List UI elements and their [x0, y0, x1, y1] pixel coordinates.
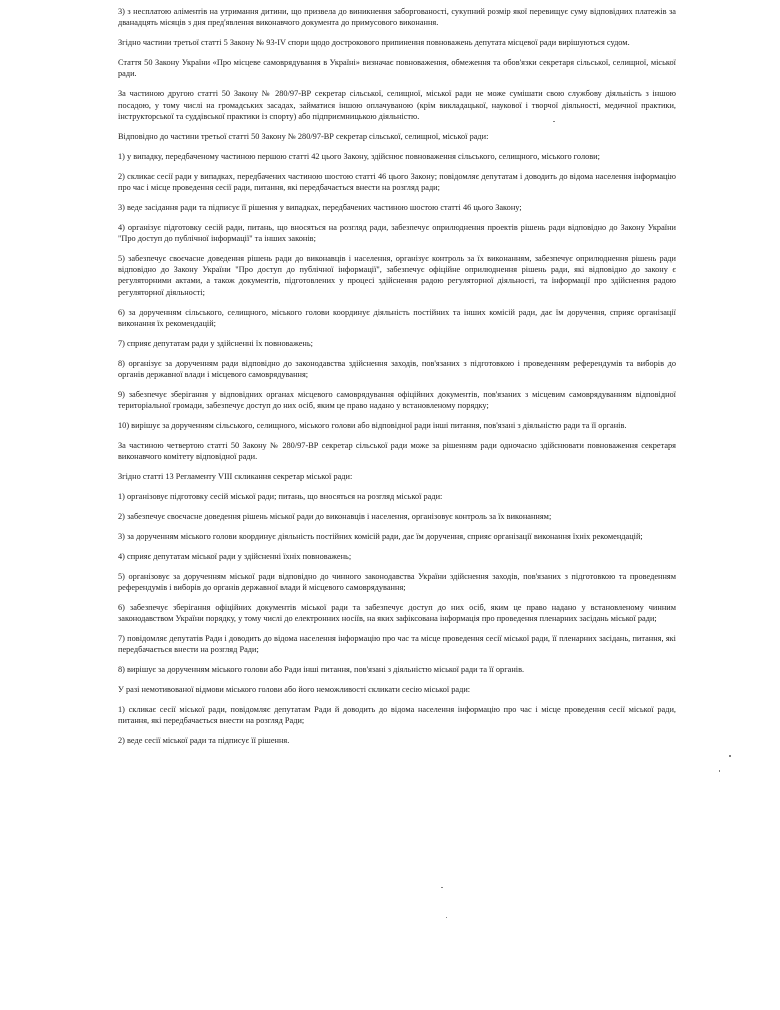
- paragraph-22: 5) організовує за дорученням міської ради відповідно до чинного законодавства України здійснення заходів, пов'язаних з підготовкою та проведенням референдумів і виборів до органів державної влади й місцевого самоврядування;: [118, 571, 676, 592]
- paragraph-26: У разі немотивованої відмови міського голови або його неможливості скликати сесію міської ради:: [118, 685, 471, 695]
- scan-speck: [719, 770, 720, 772]
- paragraph-19: 2) забезпечує своєчасне доведення рішень міської ради до виконавців і населення, організовує контроль за їх виконанням;: [118, 511, 552, 521]
- paragraph-2: Згідно частини третьої статті 5 Закону № 93-IV спори щодо дострокового припинення повноважень депутата місцевої ради вирішуються судом.: [118, 38, 630, 48]
- scan-speck: [441, 887, 443, 888]
- paragraph-7: 2) скликає сесії ради у випадках, передбачених частиною шостою статті 46 цього Закону; повідомляє депутатам і доводить до відома населення інформацію про час і місце проведення сесії ради, питання, які передбачається внести на розгляд ради;: [118, 171, 676, 192]
- paragraph-10: 5) забезпечує своєчасне доведення рішень ради до виконавців і населення, організує контроль за їх виконанням, забезпечує оприлюднення рішень ради відповідно до Закону України "Про доступ до публічної інформації", забезпечує офіційне оприлюднення рішень ради, які відповідно до закону є регуляторними актами, а також документів, підготовлених у процесі здійснення радою регуляторної діяльності, та інформації про здійснення радою регуляторної діяльності;: [118, 253, 676, 297]
- paragraph-16: За частиною четвертою статті 50 Закону № 280/97-ВР секретар сільської ради може за рішенням ради одночасно здійснювати повноваження секретаря виконавчого комітету відповідної ради.: [118, 440, 676, 462]
- paragraph-13: 8) організує за дорученням ради відповідно до законодавства здійснення заходів, пов'язаних з підготовкою і проведенням референдумів та виборів до органів державної влади і місцевого самоврядування;: [118, 358, 676, 379]
- paragraph-18: 1) організовує підготовку сесій міської ради; питань, що вносяться на розгляд міської ради:: [118, 492, 443, 501]
- paragraph-12: 7) сприяє депутатам ради у здійсненні їх повноважень;: [118, 338, 313, 348]
- paragraph-27: 1) скликає сесії міської ради, повідомляє депутатам Ради й доводить до відома населення інформацію про час і місце проведення сесії міської ради, питання, які передбачається внести на розгляд Ради;: [118, 704, 676, 726]
- paragraph-11: 6) за дорученням сільського, селищного, міського голови координує діяльність постійних та інших комісій ради, дає їм доручення, сприяє організації виконання їх рекомендацій;: [118, 307, 676, 328]
- paragraph-21: 4) сприяє депутатам міської ради у здійсненні їхніх повноважень;: [118, 551, 352, 561]
- paragraph-24: 7) повідомляє депутатів Ради і доводить до відома населення інформацію про час та місце проведення сесії міської ради, її пленарних засідань, питання, які передбачається внести на розгляд Ради;: [118, 633, 676, 655]
- paragraph-9: 4) організує підготовку сесій ради, питань, що вносяться на розгляд ради, забезпечує оприлюднення проектів рішень ради відповідно до Закону України "Про доступ до публічної інформації" та інших законів;: [118, 222, 676, 243]
- paragraph-4: За частиною другою статті 50 Закону № 280/97-ВР секретар сільської, селищної, міської ради не може сумішати свою службову діяльність з іншою посадою, у тому числі на громадських засадах, займатися іншою оплачуваною (крім викладацької, наукової і творчої діяльності, медичної практики, інструкторської та суддівської практики із спорту) або підприємницькою діяльністю.: [118, 89, 676, 121]
- paragraph-15: 10) вирішує за дорученням сільського, селищного, міського голови або відповідної ради інші питання, пов'язані з діяльністю ради та її органів.: [118, 421, 627, 431]
- scan-speck: [553, 121, 555, 122]
- paragraph-17: Згідно статті 13 Регламенту VIII скликання секретар міської ради:: [118, 472, 353, 482]
- paragraph-1: 3) з несплатою аліментів на утримання дитини, що призвела до виникнення заборгованості, сукупний розмір якої перевищує суму відповідних платежів за дванадцять місяців з дня пред'явлення виконавчого документа до примусового виконання.: [118, 7, 676, 28]
- paragraph-23: 6) забезпечує зберігання офіційних документів міської ради та забезпечує доступ до них осіб, яким це право надано у встановленому чинним законодавством України порядку, у тому числі до електронних носіїв, на яких зафіксована інформація про проведення пленарних засідань міської ради;: [118, 602, 676, 624]
- paragraph-5: Відповідно до частини третьої статті 50 Закону № 280/97-ВР секретар сільської, селищної, міської ради:: [118, 131, 489, 141]
- paragraph-14: 9) забезпечує зберігання у відповідних органах місцевого самоврядування офіційних документів, пов'язаних з місцевим самоврядуванням відповідної територіальної громади, забезпечує доступ до них осіб, яким це право надано у встановленому порядку;: [118, 389, 676, 411]
- paragraph-25: 8) вирішує за дорученням міського голови або Ради інші питання, пов'язані з діяльністю міської ради та її органів.: [118, 665, 525, 675]
- scan-speck: [446, 917, 447, 918]
- paragraph-3: Стаття 50 Закону України «Про місцеве самоврядування в Україні» визначає повноваження, обмеження та обов'язки секретаря сільської, селищної, міської ради.: [118, 58, 676, 79]
- paragraph-6: 1) у випадку, передбаченому частиною першою статті 42 цього Закону, здійснює повноваження сільського, селищного, міського голови;: [118, 151, 600, 161]
- paragraph-28: 2) веде сесії міської ради та підписує її рішення.: [118, 736, 290, 746]
- paragraph-20: 3) за дорученням міського голови координує діяльність постійних комісій ради, дає їм доручення, сприяє організації виконання їхніх рекомендацій;: [118, 531, 643, 541]
- paragraph-8: 3) веде засідання ради та підписує її рішення у випадках, передбачених частиною шостою статті 46 цього Закону;: [118, 202, 522, 212]
- scan-speck: [729, 755, 731, 757]
